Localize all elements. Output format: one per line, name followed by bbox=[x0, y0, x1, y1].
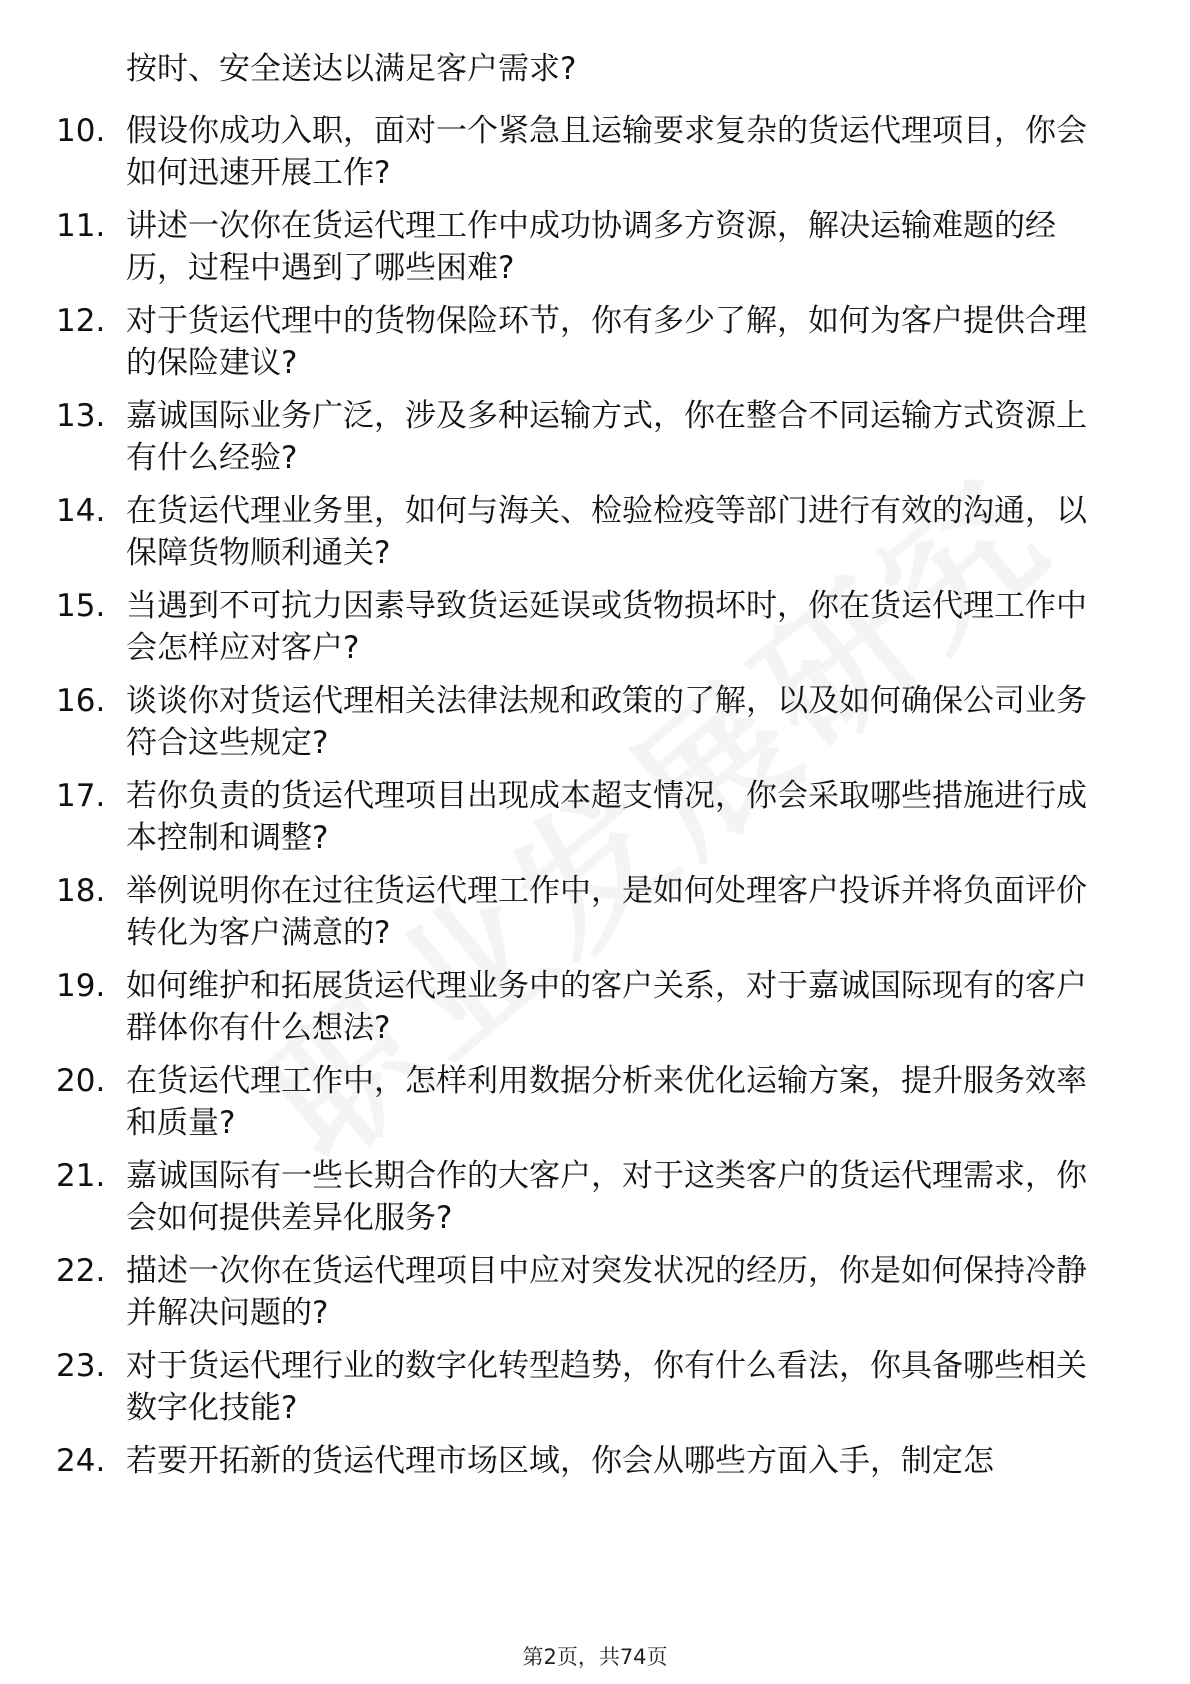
continued-question-text: 按时、安全送达以满足客户需求? bbox=[126, 51, 577, 87]
list-item bbox=[0, 490, 1190, 580]
question-text: 在货运代理业务里，如何与海关、检验检疫等部门进行有效的沟通，以保障货物顺利通关? bbox=[126, 493, 1087, 571]
list-item bbox=[0, 395, 1190, 485]
question-text: 嘉诚国际有一些长期合作的大客户，对于这类客户的货运代理需求，你会如何提供差异化服务? bbox=[126, 1158, 1087, 1236]
question-text: 若你负责的货运代理项目出现成本超支情况，你会采取哪些措施进行成本控制和调整? bbox=[126, 778, 1087, 856]
list-item bbox=[0, 1155, 1190, 1245]
question-text: 描述一次你在货运代理项目中应对突发状况的经历，你是如何保持冷静并解决问题的? bbox=[126, 1253, 1087, 1331]
question-number: 19. bbox=[56, 968, 106, 1004]
question-text: 假设你成功入职，面对一个紧急且运输要求复杂的货运代理项目，你会如何迅速开展工作? bbox=[126, 113, 1087, 191]
question-text: 嘉诚国际业务广泛，涉及多种运输方式，你在整合不同运输方式资源上有什么经验? bbox=[126, 398, 1087, 476]
page-number-footer: 第2页，共74页 bbox=[522, 1645, 668, 1669]
list-item bbox=[0, 1440, 1190, 1490]
question-text: 在货运代理工作中，怎样利用数据分析来优化运输方案，提升服务效率和质量? bbox=[126, 1063, 1087, 1141]
list-item bbox=[0, 585, 1190, 675]
question-text: 举例说明你在过往货运代理工作中，是如何处理客户投诉并将负面评价转化为客户满意的? bbox=[126, 873, 1087, 951]
question-text: 谈谈你对货运代理相关法律法规和政策的了解，以及如何确保公司业务符合这些规定? bbox=[126, 683, 1087, 761]
question-text: 对于货运代理中的货物保险环节，你有多少了解，如何为客户提供合理的保险建议? bbox=[126, 303, 1087, 381]
question-text: 当遇到不可抗力因素导致货运延误或货物损坏时，你在货运代理工作中会怎样应对客户? bbox=[126, 588, 1087, 666]
question-number: 21. bbox=[56, 1158, 106, 1194]
question-number: 10. bbox=[56, 113, 106, 149]
question-number: 18. bbox=[56, 873, 106, 909]
question-text: 如何维护和拓展货运代理业务中的客户关系，对于嘉诚国际现有的客户群体你有什么想法? bbox=[126, 968, 1087, 1046]
list-item bbox=[0, 1250, 1190, 1340]
question-number: 17. bbox=[56, 778, 106, 814]
list-item bbox=[0, 870, 1190, 960]
list-item bbox=[0, 110, 1190, 200]
question-number: 23. bbox=[56, 1348, 106, 1384]
list-item bbox=[0, 775, 1190, 865]
question-text: 若要开拓新的货运代理市场区域，你会从哪些方面入手，制定怎 bbox=[126, 1443, 994, 1479]
question-number: 14. bbox=[56, 493, 106, 529]
question-text: 讲述一次你在货运代理工作中成功协调多方资源，解决运输难题的经历，过程中遇到了哪些困难? bbox=[126, 208, 1056, 286]
list-item bbox=[0, 965, 1190, 1055]
list-item bbox=[0, 300, 1190, 390]
question-number: 24. bbox=[56, 1443, 106, 1479]
list-item bbox=[0, 205, 1190, 295]
question-number: 11. bbox=[56, 208, 106, 244]
question-text: 对于货运代理行业的数字化转型趋势，你有什么看法，你具备哪些相关数字化技能? bbox=[126, 1348, 1087, 1426]
list-item bbox=[0, 1345, 1190, 1435]
list-item bbox=[0, 1060, 1190, 1150]
question-number: 13. bbox=[56, 398, 106, 434]
question-number: 16. bbox=[56, 683, 106, 719]
question-number: 12. bbox=[56, 303, 106, 339]
question-number: 15. bbox=[56, 588, 106, 624]
question-number: 20. bbox=[56, 1063, 106, 1099]
list-item bbox=[0, 680, 1190, 770]
question-number: 22. bbox=[56, 1253, 106, 1289]
